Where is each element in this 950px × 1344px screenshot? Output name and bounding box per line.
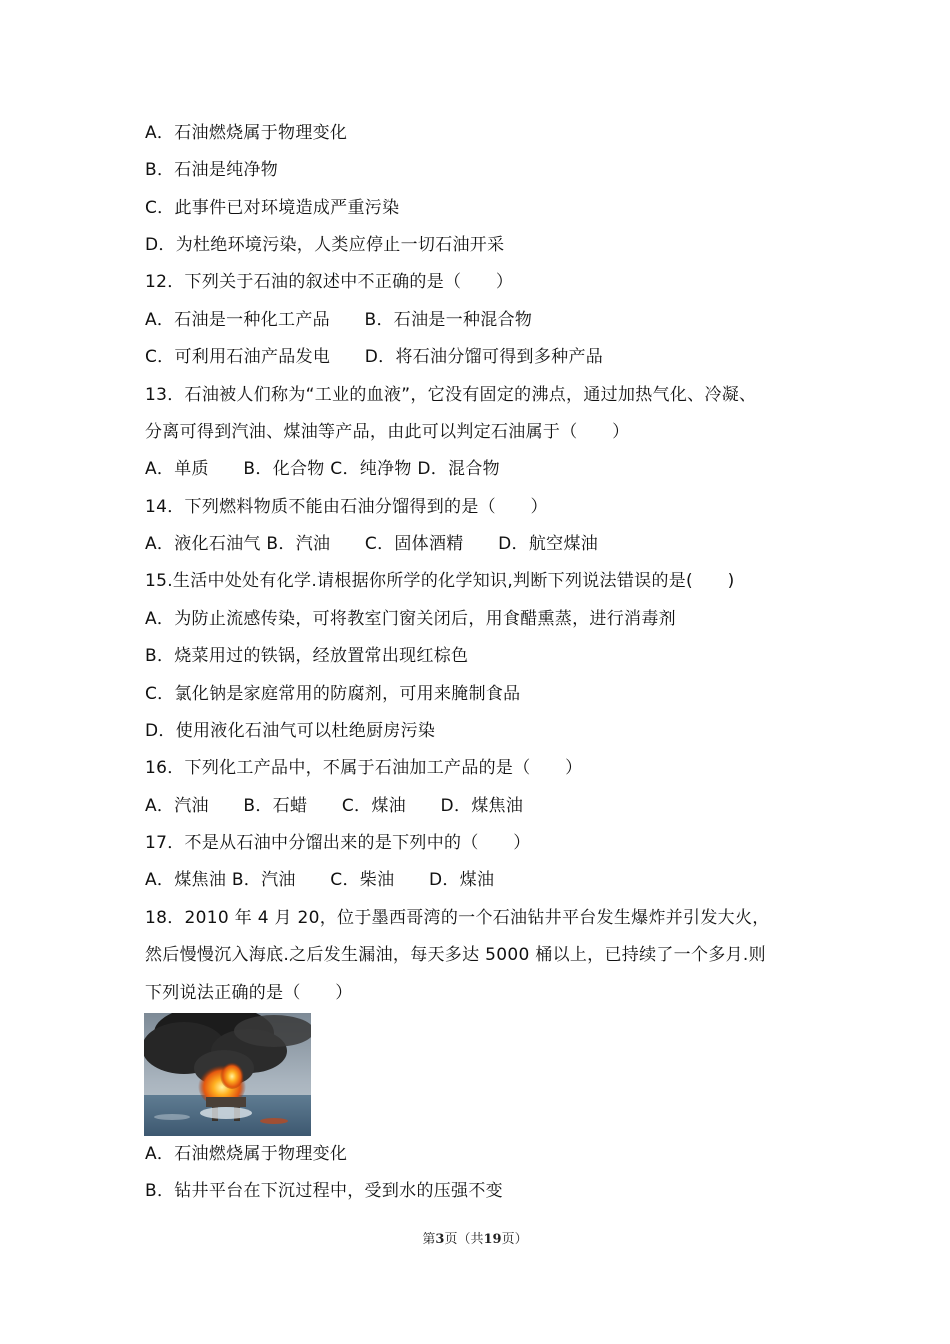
q18-stem-line2: 然后慢慢沉入海底.之后发生漏油，每天多达 5000 桶以上，已持续了一个多月.则 (145, 945, 766, 965)
q11-option-b: B．石油是纯净物 (145, 160, 279, 180)
q15-stem: 15.生活中处处有化学.请根据你所学的化学知识,判断下列说法错误的是( ) (145, 571, 735, 591)
q13-stem-line2: 分离可得到汽油、煤油等产品，由此可以判定石油属于（ ） (145, 422, 630, 442)
q14-stem: 14．下列燃料物质不能由石油分馏得到的是（ ） (145, 497, 548, 517)
q18-stem-line3: 下列说法正确的是（ ） (145, 983, 353, 1003)
q13-stem-line1: 13．石油被人们称为“工业的血液”，它没有固定的沸点，通过加热气化、冷凝、 (145, 385, 757, 405)
q15-option-b: B．烧菜用过的铁锅，经放置常出现红棕色 (145, 646, 469, 666)
q17-options: A．煤焦油 B．汽油 C．柴油 D．煤油 (145, 870, 495, 890)
q17-stem: 17．不是从石油中分馏出来的是下列中的（ ） (145, 833, 531, 853)
footer-suffix: 页） (501, 1232, 528, 1247)
q12-options-cd: C．可利用石油产品发电 D．将石油分馏可得到多种产品 (145, 347, 604, 367)
q15-option-d: D．使用液化石油气可以杜绝厨房污染 (145, 721, 436, 741)
q18-option-b: B．钻井平台在下沉过程中，受到水的压强不变 (145, 1181, 503, 1201)
q11-option-d: D．为杜绝环境污染，人类应停止一切石油开采 (145, 235, 505, 255)
footer-prefix: 第 (422, 1232, 436, 1247)
page-footer (0, 1228, 950, 1247)
q13-options: A．单质 B．化合物 C．纯净物 D．混合物 (145, 459, 500, 479)
q11-option-c: C．此事件已对环境造成严重污染 (145, 198, 400, 218)
q15-option-c: C．氯化钠是家庭常用的防腐剂，可用来腌制食品 (145, 684, 521, 704)
q15-option-a: A．为防止流感传染，可将教室门窗关闭后，用食醋熏蒸，进行消毒剂 (145, 609, 676, 629)
q18-stem-line1: 18．2010 年 4 月 20，位于墨西哥湾的一个石油钻井平台发生爆炸并引发大火， (145, 908, 770, 928)
q18-option-a: A．石油燃烧属于物理变化 (145, 1144, 348, 1164)
q12-stem: 12．下列关于石油的叙述中不正确的是（ ） (145, 272, 514, 292)
footer-total-pages: 19 (483, 1232, 502, 1247)
footer-page-number: 3 (435, 1232, 445, 1247)
footer-mid: 页（共 (444, 1232, 484, 1247)
q14-options: A．液化石油气 B．汽油 C．固体酒精 D．航空煤油 (145, 534, 599, 554)
q12-options-ab: A．石油是一种化工产品 B．石油是一种混合物 (145, 310, 533, 330)
q16-stem: 16．下列化工产品中，不属于石油加工产品的是（ ） (145, 758, 583, 778)
oil-platform-fire-image (144, 1013, 311, 1136)
q11-option-a: A．石油燃烧属于物理变化 (145, 123, 348, 143)
q16-options: A．汽油 B．石蜡 C．煤油 D．煤焦油 (145, 796, 524, 816)
